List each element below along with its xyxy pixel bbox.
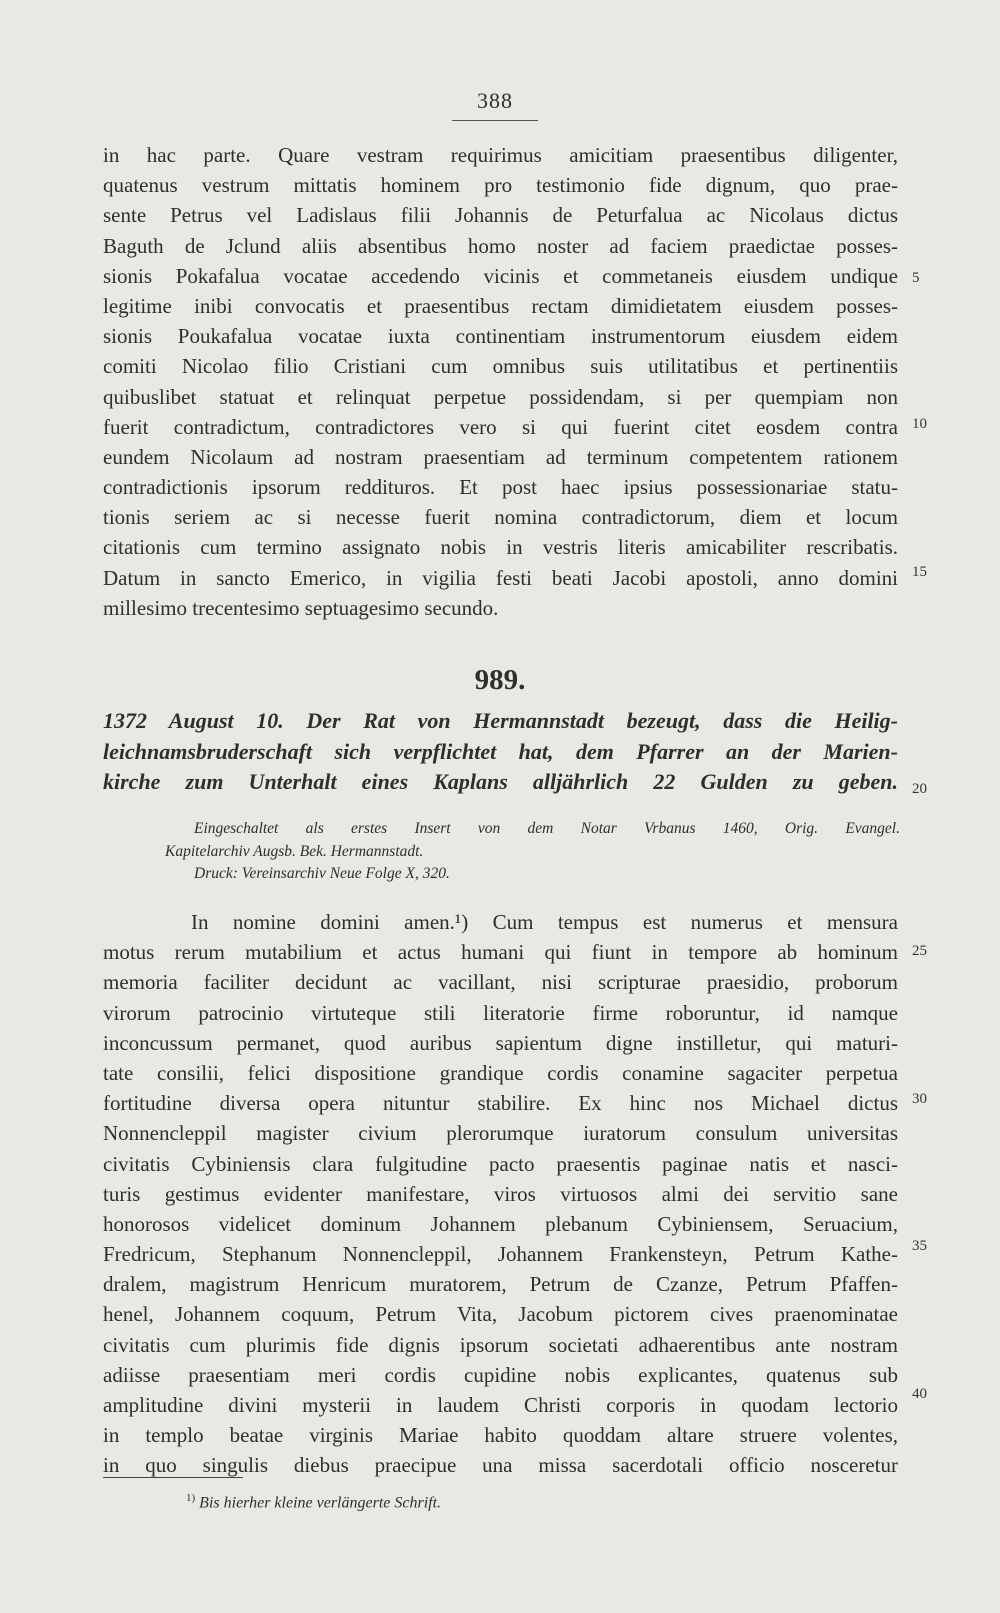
text-line: amplitudine divini mysterii in laudem Christi corporis in quodam lectorio [103, 1393, 898, 1417]
text-line: millesimo trecentesimo septuagesimo secundo. [103, 595, 499, 620]
text-line: sionis Poukafalua vocatae iuxta continentiam instrumentorum eiusdem eidem [103, 324, 898, 349]
document-number-heading: 989. [474, 664, 526, 696]
text-line: Fredricum, Stephanum Nonnencleppil, Johannem Frankensteyn, Petrum Kathe- [103, 1242, 898, 1267]
margin-line-number: 35 [912, 1238, 927, 1254]
text-line: eundem Nicolaum ad nostram praesentiam ad terminum competentem rationem [103, 444, 898, 469]
regest-line: 1372 August 10. Der Rat von Hermannstadt bezeugt, dass die Heilig- [103, 708, 898, 733]
text-line: quatenus vestrum mittatis hominem pro testimonio fide dignum, quo prae- [103, 173, 898, 198]
margin-line-number: 40 [912, 1386, 927, 1402]
text-line: Nonnencleppil magister civium plerorumque iuratorum consulum universitas [103, 1121, 898, 1146]
text-line: civitatis Cybiniensis clara fulgitudine pacto praesentis paginae natis et nasci- [103, 1151, 898, 1176]
margin-line-number: 20 [912, 781, 927, 797]
text-line: sente Petrus vel Ladislaus filii Johannis de Peturfalua ac Nicolaus dictus [103, 203, 898, 228]
text-line: citationis cum termino assignato nobis in vestris literis amicabiliter rescribatis. [103, 535, 898, 560]
footnote-marker: 1) [186, 1492, 196, 1504]
text-line: in templo beatae virginis Mariae habito quoddam altare struere volentes, [103, 1423, 898, 1448]
footnote-text: Bis hierher kleine verlängerte Schrift. [199, 1494, 442, 1512]
source-note [165, 818, 900, 886]
margin-line-number: 25 [912, 943, 927, 959]
text-line: civitatis cum plurimis fide dignis ipsorum societati adhaerentibus ante nostram [103, 1332, 898, 1357]
text-line: comiti Nicolao filio Cristiani cum omnibus suis utilitatibus et pertinentiis [103, 354, 898, 379]
source-note-line: Druck: Vereinsarchiv Neue Folge X, 320. [194, 865, 450, 883]
text-line: quibuslibet statuat et relinquat perpetue possidendam, si per quempiam non [103, 384, 898, 409]
margin-line-number: 5 [912, 270, 920, 286]
text-line: turis gestimus evidenter manifestare, viros virtuosos almi dei servitio sane [103, 1181, 898, 1206]
text-line: fortitudine diversa opera nituntur stabilire. Ex hinc nos Michael dictus [103, 1091, 898, 1116]
document-regest [103, 706, 898, 798]
margin-line-number: 10 [912, 416, 927, 432]
text-line: inconcussum permanet, quod auribus sapientum digne instilletur, qui maturi- [103, 1030, 898, 1055]
text-line: memoria faciliter decidunt ac vacillant, nisi scripturae praesidio, proborum [103, 970, 898, 995]
text-line: sionis Pokafalua vocatae accedendo vicinis et commetaneis eiusdem undique [103, 263, 898, 288]
text-line: in quo singulis diebus praecipue una missa sacerdotali officio nosceretur [103, 1453, 898, 1478]
text-line: dralem, magistrum Henricum muratorem, Petrum de Czanze, Petrum Pfaffen- [103, 1272, 898, 1297]
text-line: henel, Johannem coquum, Petrum Vita, Jacobum pictorem cives praenominatae [103, 1302, 898, 1327]
footnote-rule [103, 1477, 243, 1478]
text-line: adiisse praesentiam meri cordis cupidine nobis explicantes, quatenus sub [103, 1362, 898, 1387]
text-line: tionis seriem ac si necesse fuerit nomina contradictorum, diem et locum [103, 505, 898, 530]
text-line: In nomine domini amen.¹) Cum tempus est numerus et mensura [191, 910, 898, 934]
margin-line-number: 15 [912, 564, 927, 580]
text-line: legitime inibi convocatis et praesentibus rectam dimidietatem eiusdem posses- [103, 293, 898, 318]
text-line: Datum in sancto Emerico, in vigilia festi beati Jacobi apostoli, anno domini [103, 565, 898, 590]
text-block-charter-989 [103, 907, 898, 1481]
footnote [186, 1487, 441, 1514]
source-note-line: Eingeschaltet als erstes Insert von dem Notar Vrbanus 1460, Orig. Evangel. [194, 820, 900, 837]
margin-line-number: 30 [912, 1091, 927, 1107]
text-line: fuerit contradictum, contradictores vero si qui fuerint citet eosdem contra [103, 414, 898, 439]
text-line: contradictionis ipsorum reddituros. Et post haec ipsius possessionariae statu- [103, 475, 898, 500]
text-block-continued-charter [103, 140, 898, 623]
regest-line: kirche zum Unterhalt eines Kaplans alljährlich 22 Gulden zu geben. [103, 769, 898, 795]
page-number: 388 [477, 88, 513, 113]
regest-line: leichnamsbruderschaft sich verpflichtet hat, dem Pfarrer an der Marien- [103, 738, 898, 764]
text-line: in hac parte. Quare vestram requirimus amicitiam praesentibus diligenter, [103, 143, 898, 167]
text-line: tate consilii, felici dispositione grandique cordis conamine sagaciter perpetua [103, 1060, 898, 1085]
text-line: motus rerum mutabilium et actus humani qui fiunt in tempore ab hominum [103, 940, 898, 965]
source-note-line: Kapitelarchiv Augsb. Bek. Hermannstadt. [165, 842, 424, 860]
text-line: Baguth de Jclund aliis absentibus homo noster ad faciem praedictae posses- [103, 233, 898, 258]
page-number-rule [452, 120, 538, 121]
text-line: honorosos videlicet dominum Johannem plebanum Cybiniensem, Seruacium, [103, 1211, 898, 1236]
text-line: virorum patrocinio virtuteque stili literatorie firme roboruntur, id namque [103, 1000, 898, 1025]
